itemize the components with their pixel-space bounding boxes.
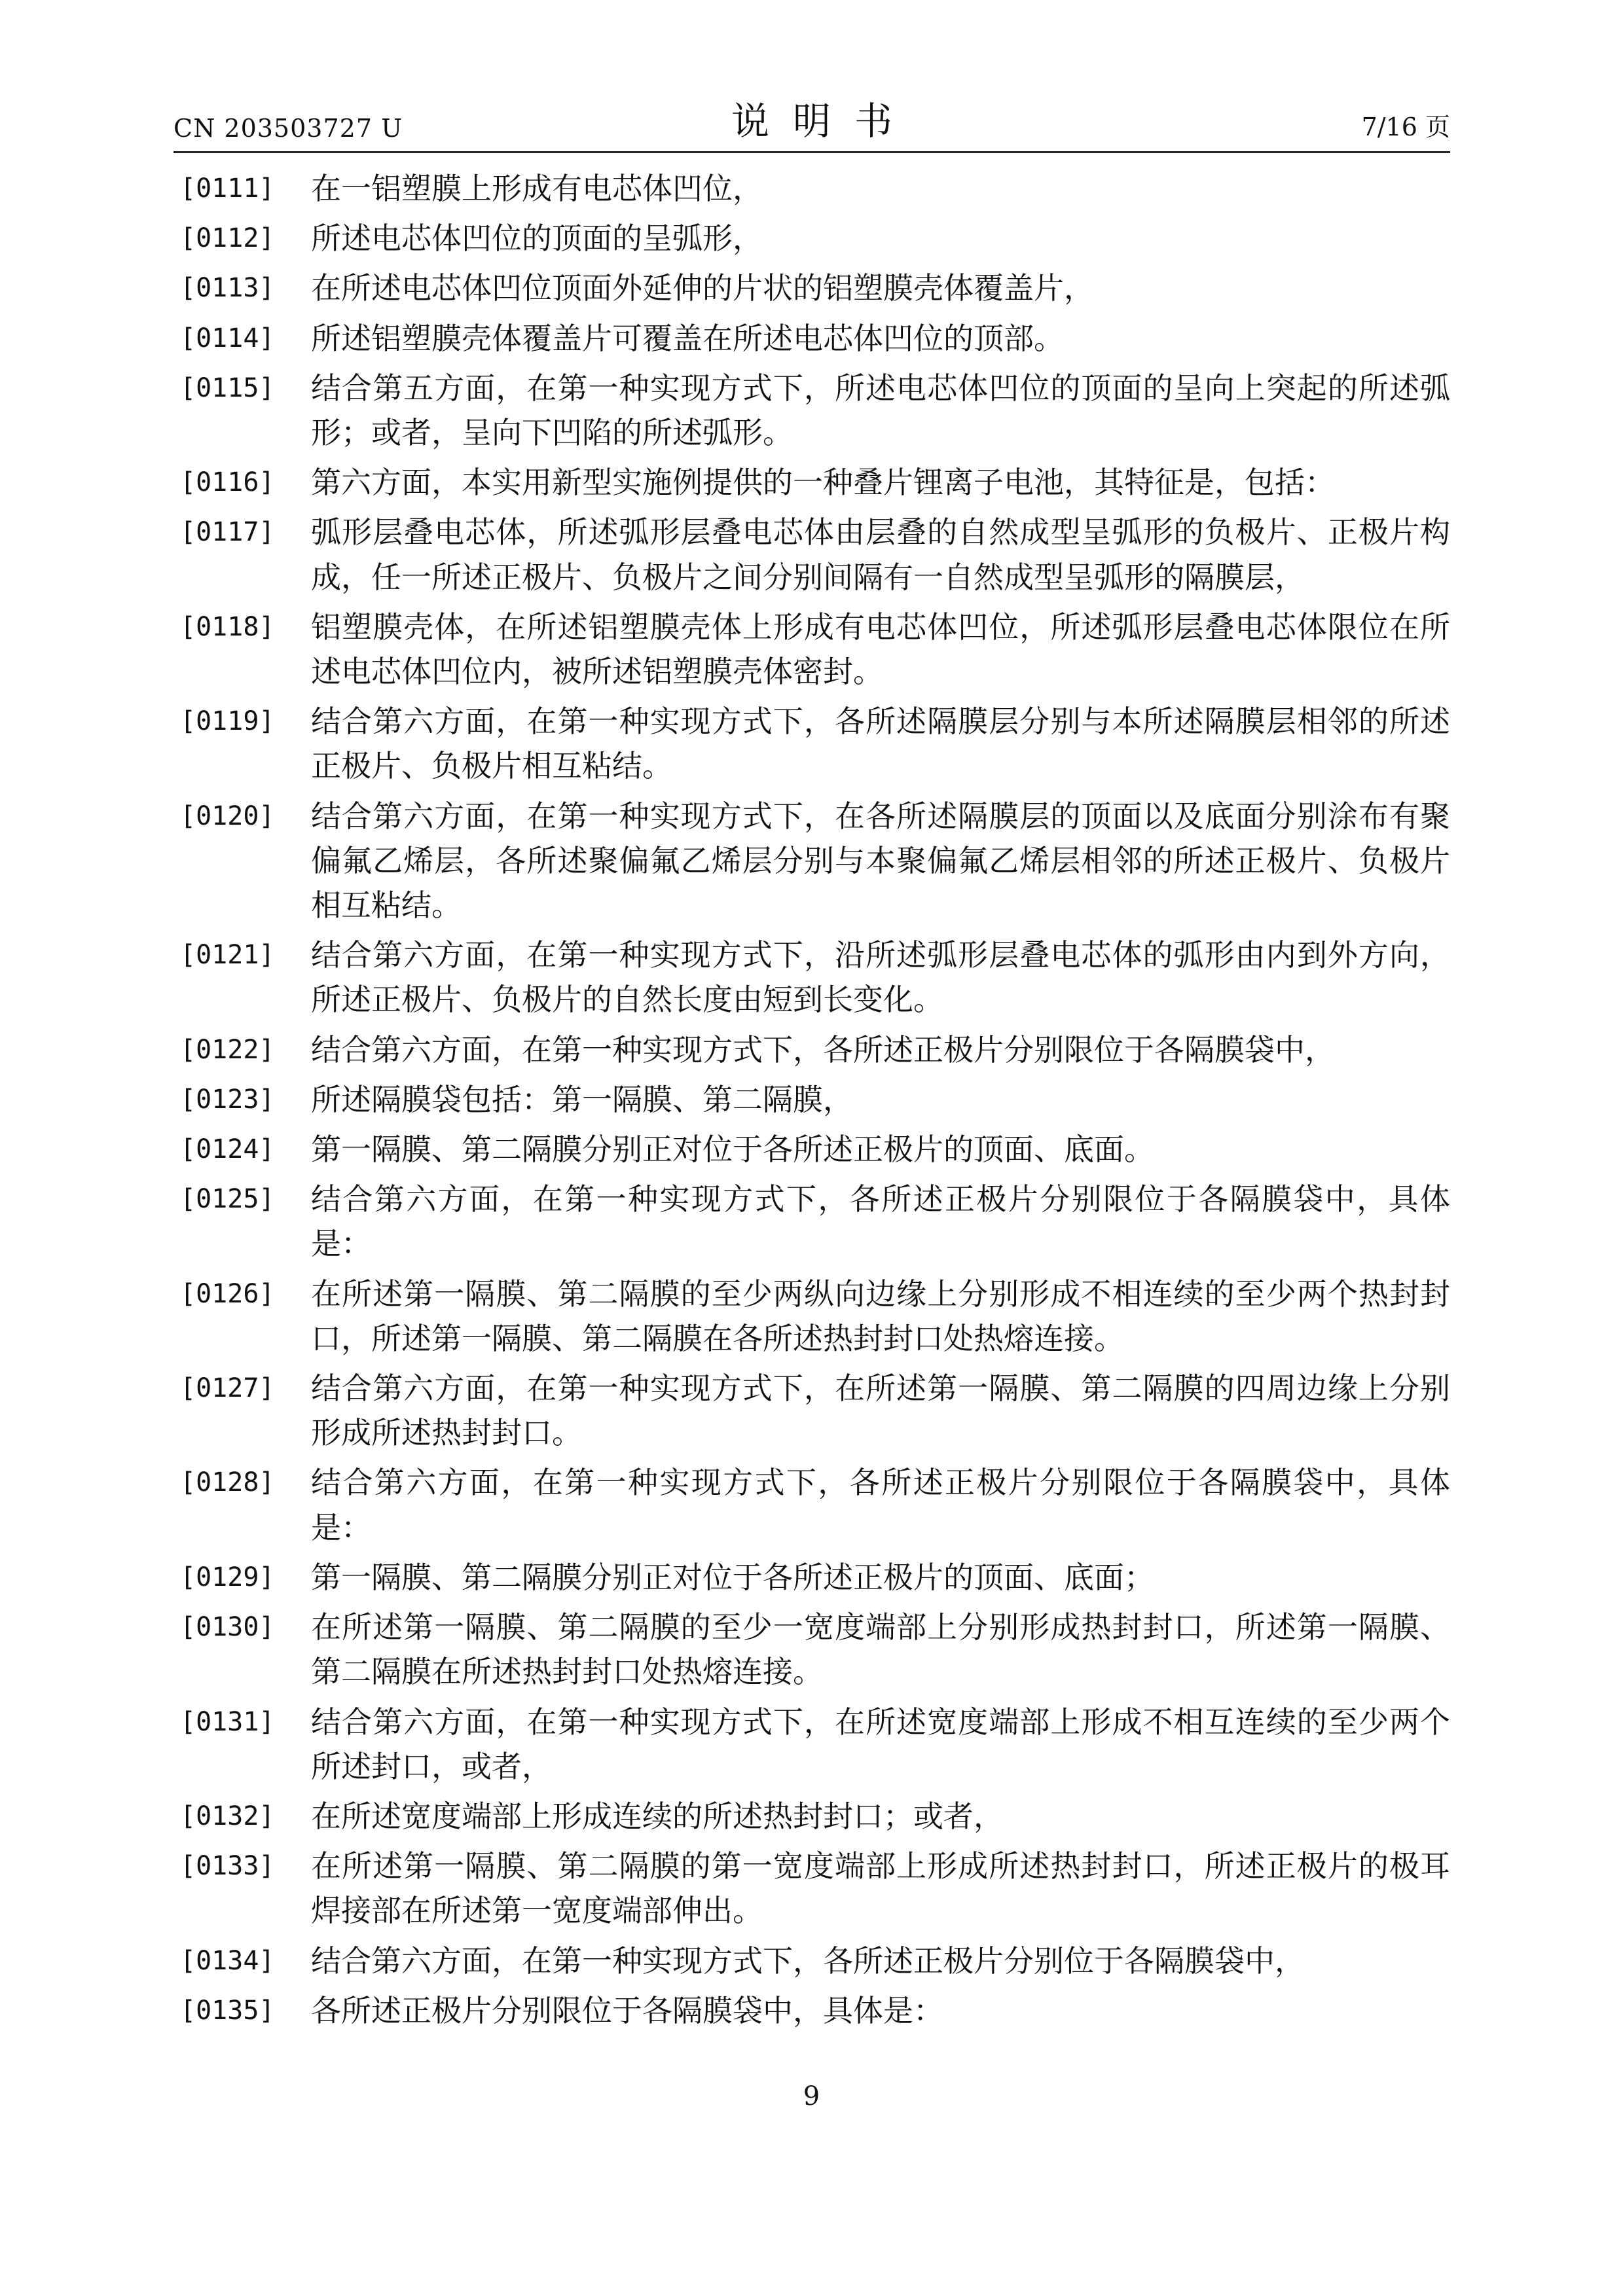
paragraph [173, 1028, 1450, 1072]
paragraph-number: [0131] [180, 1706, 275, 1737]
paragraph-number: [0130] [180, 1612, 275, 1643]
paragraph [173, 699, 1450, 788]
paragraph-number: [0117] [180, 517, 275, 548]
paragraph-number: [0133] [180, 1851, 275, 1882]
paragraph-text: 第六方面，本实用新型实施例提供的一种叠片锂离子电池，其特征是，包括： [311, 465, 1335, 501]
paragraph-number: [0115] [180, 372, 275, 403]
paragraph-number: [0116] [180, 467, 275, 498]
paragraph-text: 结合第六方面，在第一种实现方式下，各所述正极片分别限位于各隔膜袋中，具体是： [311, 1181, 1450, 1262]
paragraph-text: 所述铝塑膜壳体覆盖片可覆盖在所述电芯体凹位的顶部。 [311, 320, 1064, 356]
paragraph-text: 在所述第一隔膜、第二隔膜的第一宽度端部上形成所述热封封口，所述正极片的极耳焊接部在所述第一宽度端部伸出。 [311, 1848, 1450, 1929]
paragraph-number: [0128] [180, 1467, 275, 1498]
paragraph-text: 各所述正极片分别限位于各隔膜袋中，具体是： [311, 1992, 943, 2028]
paragraph [173, 1988, 1450, 2033]
paragraph [173, 460, 1450, 505]
paragraph-number: [0111] [180, 173, 275, 204]
paragraph-number: [0123] [180, 1084, 275, 1115]
paragraph-number: [0119] [180, 706, 275, 737]
paragraph [173, 266, 1450, 310]
paragraph [173, 1272, 1450, 1361]
paragraph-number: [0114] [180, 323, 275, 353]
page-number: 9 [803, 2081, 820, 2111]
paragraph [173, 605, 1450, 694]
paragraph-text: 在所述第一隔膜、第二隔膜的至少两纵向边缘上分别形成不相连续的至少两个热封封口，所述第一隔膜、第二隔膜在各所述热封封口处热熔连接。 [311, 1276, 1450, 1356]
paragraph-text: 结合第六方面，在第一种实现方式下，沿所述弧形层叠电芯体的弧形由内到外方向，所述正极片、负极片的自然长度由短到长变化。 [311, 937, 1450, 1018]
paragraph-text: 结合第六方面，在第一种实现方式下，各所述隔膜层分别与本所述隔膜层相邻的所述正极片、负极片相互粘结。 [311, 704, 1450, 784]
paragraph [173, 1794, 1450, 1839]
paragraph [173, 1939, 1450, 1983]
paragraph-text: 弧形层叠电芯体，所述弧形层叠电芯体由层叠的自然成型呈弧形的负极片、正极片构成，任一所述正极片、负极片之间分别间隔有一自然成型呈弧形的隔膜层， [311, 514, 1450, 595]
page-info: 7/16 页 [1361, 113, 1450, 141]
paragraph [173, 216, 1450, 260]
paragraph-number: [0113] [180, 273, 275, 304]
document-title: 说明书 [731, 99, 916, 143]
paragraph [173, 1700, 1450, 1789]
paragraph [173, 366, 1450, 455]
paragraph [173, 1366, 1450, 1455]
paragraph-text: 结合第六方面，在第一种实现方式下，在所述宽度端部上形成不相互连续的至少两个所述封口，或者， [311, 1704, 1450, 1784]
paragraph-number: [0122] [180, 1034, 275, 1065]
paragraph [173, 794, 1450, 928]
publication-number: CN 203503727 U [173, 114, 403, 143]
document-body [173, 166, 1450, 2038]
paragraph-number: [0118] [180, 611, 275, 642]
header-rule [173, 151, 1450, 153]
paragraph-text: 在所述电芯体凹位顶面外延伸的片状的铝塑膜壳体覆盖片， [311, 270, 1094, 306]
paragraph-text: 在所述第一隔膜、第二隔膜的至少一宽度端部上分别形成热封封口，所述第一隔膜、第二隔膜在所述热封封口处热熔连接。 [311, 1609, 1450, 1690]
paragraph [173, 1127, 1450, 1172]
paragraph [173, 1077, 1450, 1122]
paragraph-text: 结合第六方面，在第一种实现方式下，各所述正极片分别限位于各隔膜袋中，具体是： [311, 1465, 1450, 1545]
paragraph-text: 结合第六方面，在第一种实现方式下，各所述正极片分别位于各隔膜袋中， [311, 1943, 1305, 1979]
paragraph-number: [0132] [180, 1801, 275, 1831]
paragraph [173, 1460, 1450, 1549]
paragraph [173, 1844, 1450, 1933]
paragraph-number: [0134] [180, 1945, 275, 1976]
paragraph-number: [0112] [180, 223, 275, 254]
paragraph-number: [0126] [180, 1278, 275, 1309]
paragraph-text: 结合第六方面，在第一种实现方式下，在各所述隔膜层的顶面以及底面分别涂布有聚偏氟乙烯层，各所述聚偏氟乙烯层分别与本聚偏氟乙烯层相邻的所述正极片、负极片相互粘结。 [311, 798, 1450, 924]
paragraph-number: [0135] [180, 1995, 275, 2026]
paragraph-text: 在所述宽度端部上形成连续的所述热封封口；或者， [311, 1798, 1004, 1834]
paragraph [173, 166, 1450, 211]
paragraph-number: [0129] [180, 1562, 275, 1592]
paragraph [173, 1555, 1450, 1600]
paragraph [173, 1177, 1450, 1266]
paragraph-text: 所述隔膜袋包括：第一隔膜、第二隔膜， [311, 1081, 853, 1117]
paragraph [173, 316, 1450, 361]
paragraph-number: [0124] [180, 1134, 275, 1165]
paragraph-text: 结合第五方面，在第一种实现方式下，所述电芯体凹位的顶面的呈向上突起的所述弧形；或者，呈向下凹陷的所述弧形。 [311, 370, 1450, 451]
paragraph-text: 结合第六方面，在第一种实现方式下，各所述正极片分别限位于各隔膜袋中， [311, 1031, 1335, 1067]
paragraph-text: 铝塑膜壳体，在所述铝塑膜壳体上形成有电芯体凹位，所述弧形层叠电芯体限位在所述电芯体凹位内，被所述铝塑膜壳体密封。 [311, 609, 1450, 690]
paragraph-number: [0127] [180, 1373, 275, 1404]
paragraph-text: 第一隔膜、第二隔膜分别正对位于各所述正极片的顶面、底面。 [311, 1132, 1154, 1168]
paragraph-text: 结合第六方面，在第一种实现方式下，在所述第一隔膜、第二隔膜的四周边缘上分别形成所述热封封口。 [311, 1371, 1450, 1451]
page-header [173, 92, 1450, 151]
paragraph-number: [0125] [180, 1184, 275, 1215]
paragraph [173, 933, 1450, 1022]
paragraph-number: [0120] [180, 800, 275, 831]
paragraph-text: 所述电芯体凹位的顶面的呈弧形， [311, 221, 763, 257]
paragraph-text: 在一铝塑膜上形成有电芯体凹位， [311, 171, 763, 206]
paragraph-text: 第一隔膜、第二隔膜分别正对位于各所述正极片的顶面、底面； [311, 1559, 1154, 1595]
paragraph [173, 510, 1450, 599]
paragraph [173, 1605, 1450, 1694]
paragraph-number: [0121] [180, 940, 275, 971]
